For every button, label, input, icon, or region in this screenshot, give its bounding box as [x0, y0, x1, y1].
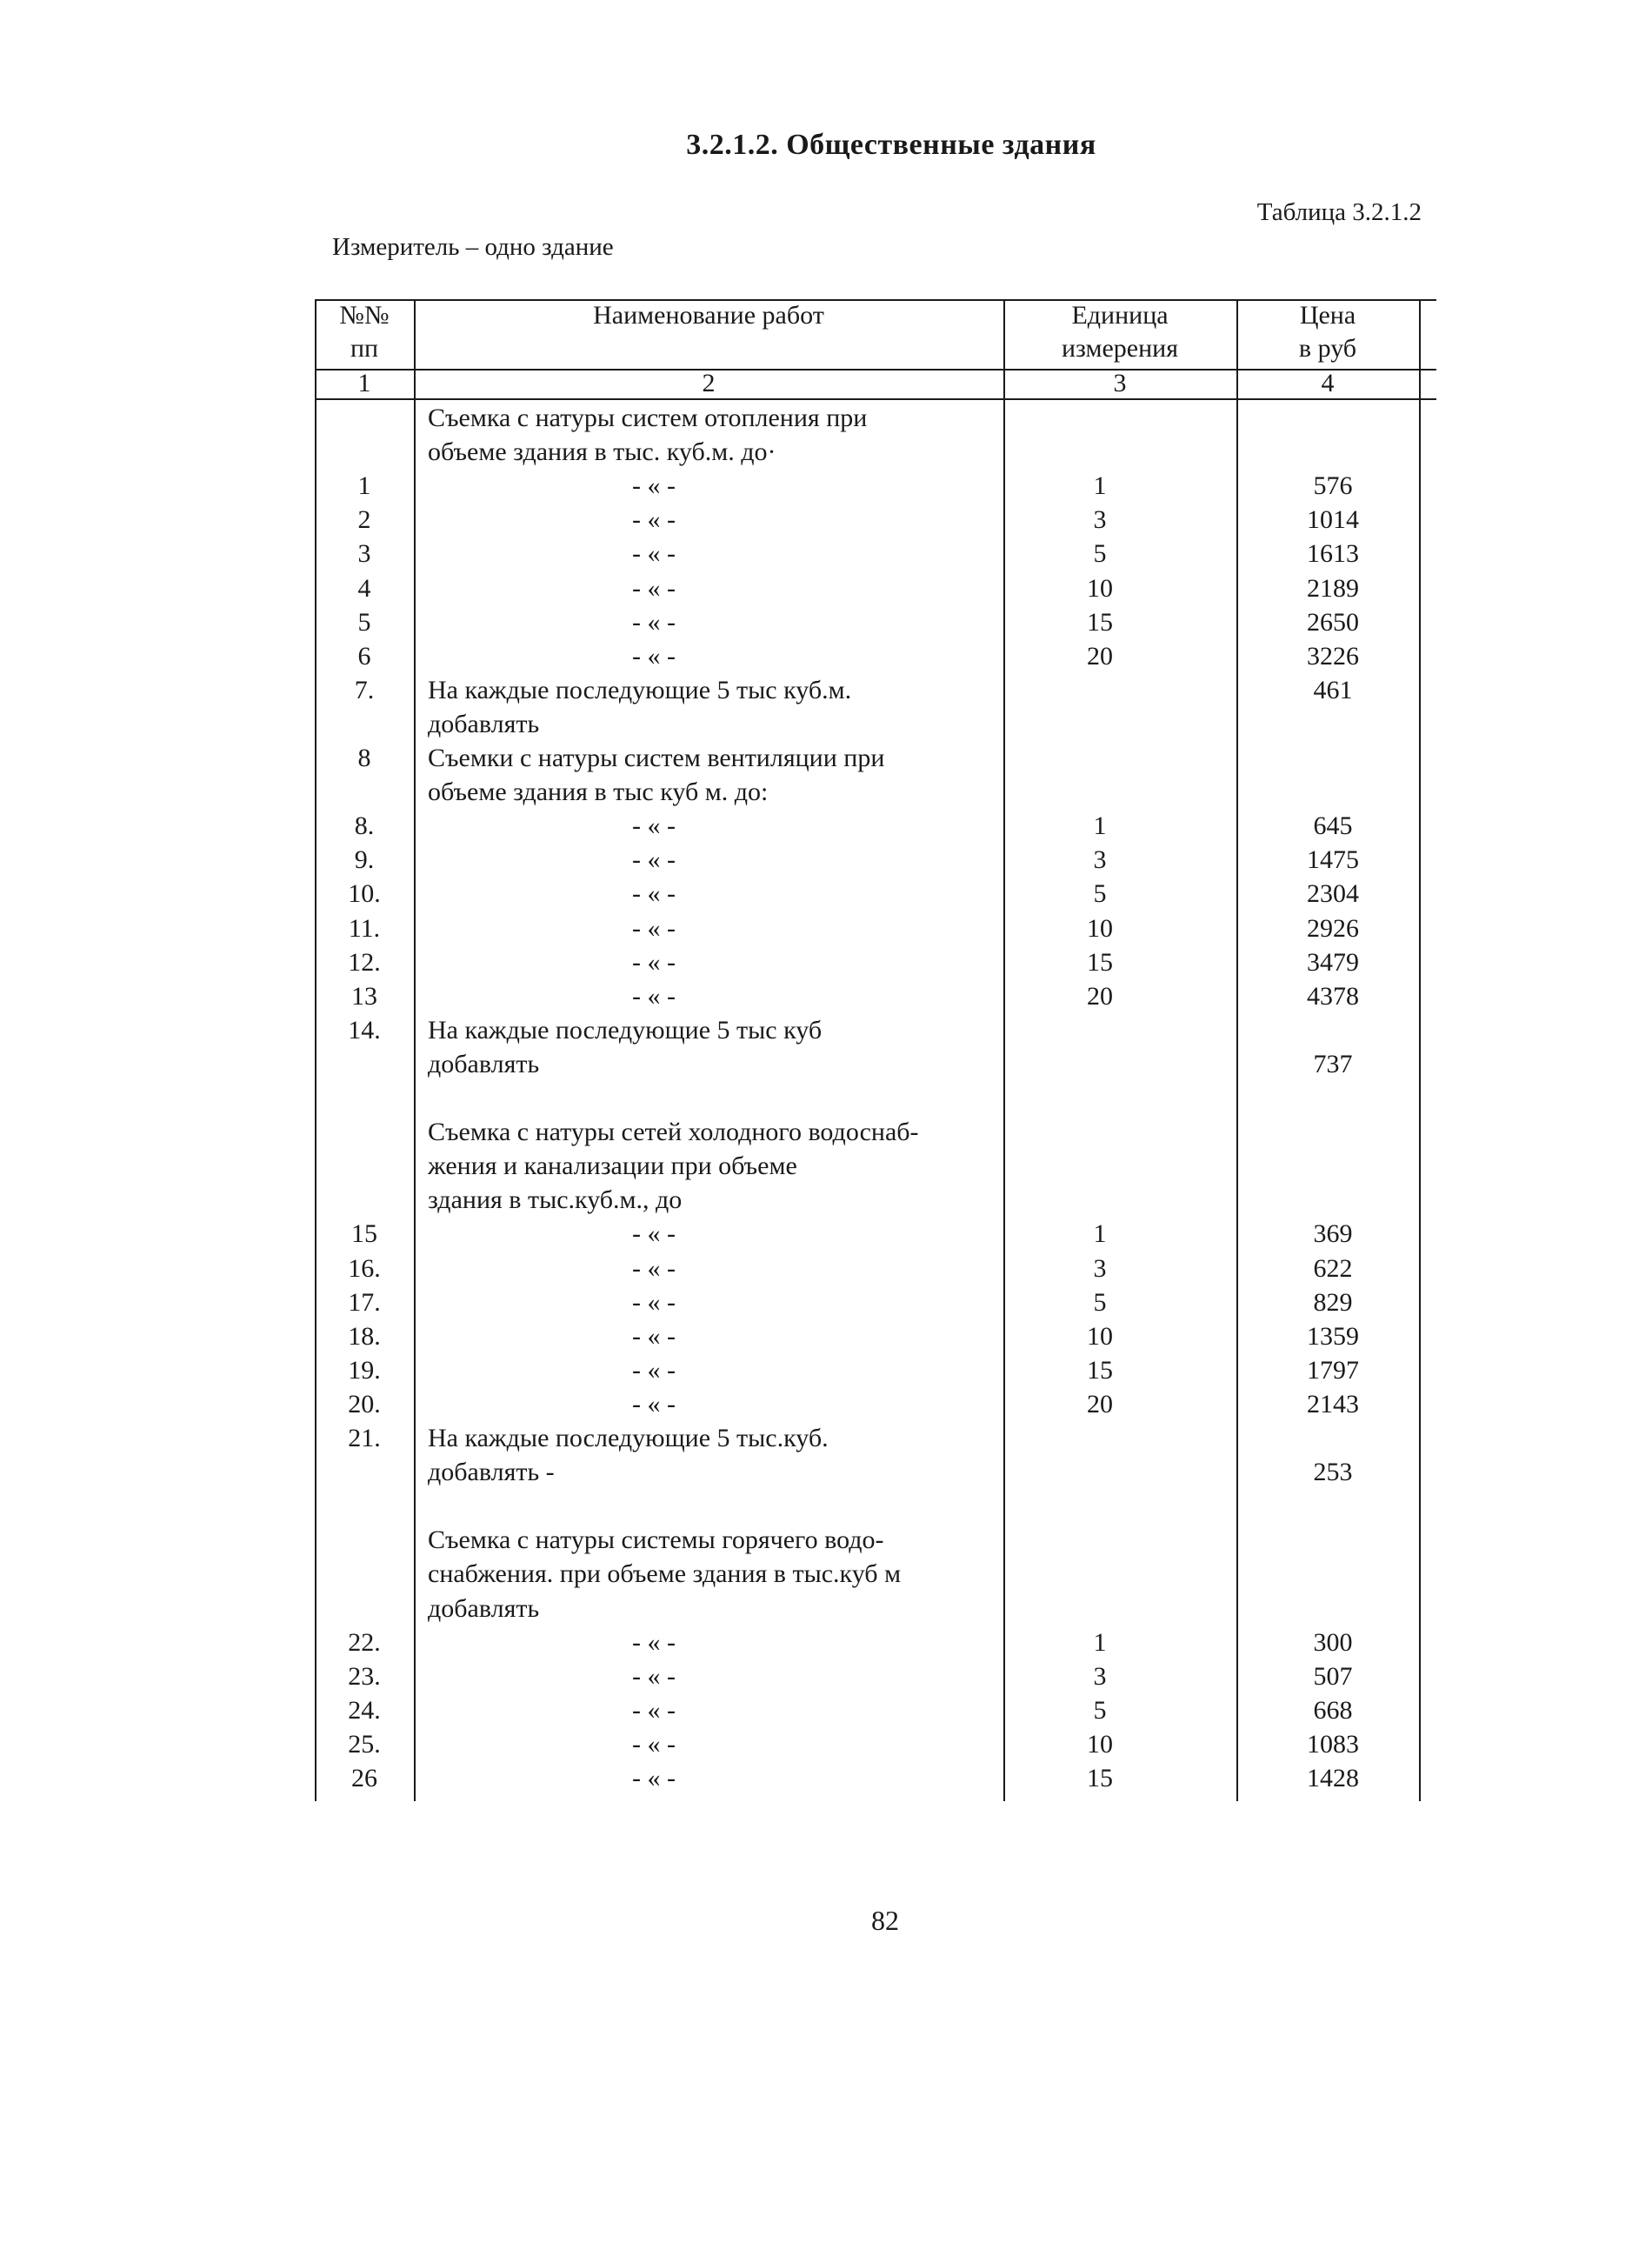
row-unit: 3	[1093, 1254, 1107, 1283]
row-work-name: - « -	[632, 1254, 676, 1283]
header-unit	[1003, 299, 1236, 365]
row-number: 11.	[348, 914, 381, 943]
row-number: 10.	[348, 879, 381, 908]
row-number: 5	[357, 608, 371, 637]
row-price: 300	[1313, 1628, 1353, 1657]
row-unit: 10	[1087, 1730, 1113, 1759]
row-price: 645	[1313, 811, 1353, 840]
col-number-3: 3	[1113, 369, 1127, 397]
meter-label: Измеритель – одно здание	[332, 233, 614, 261]
row-work-name: Съемки с натуры систем вентиляции при	[428, 744, 885, 772]
row-number: 8	[357, 744, 371, 772]
row-work-name: На каждые последующие 5 тыс куб	[428, 1016, 823, 1045]
row-number: 1	[357, 471, 371, 500]
row-price: 2304	[1307, 879, 1359, 908]
row-price: 2650	[1307, 608, 1359, 637]
row-number: 4	[357, 574, 371, 603]
row-price: 507	[1313, 1662, 1353, 1691]
row-unit: 15	[1087, 1764, 1113, 1792]
row-unit: 5	[1093, 1288, 1107, 1317]
row-number: 2	[357, 505, 371, 534]
header-num-line1: №№	[339, 301, 390, 330]
row-work-name: - « -	[632, 948, 676, 977]
row-number: 24.	[348, 1696, 381, 1725]
row-work-name: - « -	[632, 1730, 676, 1759]
row-work-name: - « -	[632, 1628, 676, 1657]
row-number: 23.	[348, 1662, 381, 1691]
row-unit: 5	[1093, 879, 1107, 908]
row-price: 1014	[1307, 505, 1359, 534]
row-unit: 15	[1087, 1356, 1113, 1385]
header-price	[1236, 299, 1419, 365]
header-price-line2: в руб	[1298, 334, 1357, 363]
row-unit: 5	[1093, 539, 1107, 568]
row-work-name: добавлять	[428, 710, 540, 738]
row-price: 3479	[1307, 948, 1359, 977]
header-unit-line1: Единица	[1071, 301, 1169, 330]
row-unit: 20	[1087, 642, 1113, 671]
row-unit: 10	[1087, 914, 1113, 943]
row-work-name: объеме здания в тыс. куб.м. до·	[428, 437, 776, 466]
row-work-name: добавлять -	[428, 1458, 555, 1486]
row-number: 25.	[348, 1730, 381, 1759]
row-price: 1613	[1307, 539, 1359, 568]
row-work-name: - « -	[632, 1356, 676, 1385]
row-price: 3226	[1307, 642, 1359, 671]
col-number-2: 2	[702, 369, 716, 397]
row-unit: 10	[1087, 1322, 1113, 1351]
section-title: 3.2.1.2. Общественные здания	[686, 129, 1096, 161]
row-number: 26	[351, 1764, 377, 1792]
table-label: Таблица 3.2.1.2	[1256, 198, 1422, 226]
row-unit: 1	[1093, 1628, 1107, 1657]
row-number: 3	[357, 539, 371, 568]
row-work-name: - « -	[632, 505, 676, 534]
row-number: 16.	[348, 1254, 381, 1283]
row-price: 2926	[1307, 914, 1359, 943]
row-work-name: - « -	[632, 1288, 676, 1317]
row-work-name: - « -	[632, 1662, 676, 1691]
row-price: 1797	[1307, 1356, 1359, 1385]
row-work-name: - « -	[632, 1322, 676, 1351]
page-number: 82	[871, 1905, 899, 1936]
row-price: 1475	[1307, 845, 1359, 874]
row-work-name: - « -	[632, 879, 676, 908]
header-name	[414, 299, 1003, 332]
row-work-name: - « -	[632, 608, 676, 637]
row-number: 21.	[348, 1424, 381, 1452]
price-table	[315, 299, 1436, 1801]
row-unit: 10	[1087, 574, 1113, 603]
row-number: 18.	[348, 1322, 381, 1351]
row-price: 461	[1313, 676, 1353, 704]
row-work-name: - « -	[632, 1696, 676, 1725]
row-work-name: - « -	[632, 811, 676, 840]
row-unit: 15	[1087, 608, 1113, 637]
row-work-name: Съемка с натуры сетей холодного водоснаб-	[428, 1118, 919, 1146]
row-price: 576	[1313, 471, 1353, 500]
row-number: 9.	[354, 845, 375, 874]
row-price: 668	[1313, 1696, 1353, 1725]
header-num-line2: пп	[350, 334, 379, 363]
row-number: 7.	[354, 676, 375, 704]
row-work-name: Съемка с натуры системы горячего водо-	[428, 1525, 884, 1554]
row-work-name: Съемка с натуры систем отопления при	[428, 404, 868, 432]
row-work-name: добавлять	[428, 1050, 540, 1078]
row-unit: 3	[1093, 505, 1107, 534]
row-work-name: здания в тыс.куб.м., до	[428, 1185, 683, 1214]
row-number: 8.	[354, 811, 375, 840]
row-price: 622	[1313, 1254, 1353, 1283]
header-name-line1: Наименование работ	[593, 301, 824, 330]
col-number-4: 4	[1321, 369, 1335, 397]
row-price: 4378	[1307, 982, 1359, 1011]
row-work-name: На каждые последующие 5 тыс куб.м.	[428, 676, 852, 704]
row-price: 369	[1313, 1219, 1353, 1248]
header-unit-line2: измерения	[1061, 334, 1178, 363]
row-work-name: - « -	[632, 1390, 676, 1419]
row-work-name: - « -	[632, 471, 676, 500]
header-price-line1: Цена	[1299, 301, 1356, 330]
row-unit: 5	[1093, 1696, 1107, 1725]
row-work-name: объеме здания в тыс куб м. до:	[428, 778, 769, 806]
row-price: 1359	[1307, 1322, 1359, 1351]
row-unit: 20	[1087, 1390, 1113, 1419]
row-work-name: снабжения. при объеме здания в тыс.куб м	[428, 1559, 902, 1588]
column-divider-3	[1236, 299, 1238, 1801]
row-number: 20.	[348, 1390, 381, 1419]
row-work-name: - « -	[632, 642, 676, 671]
row-unit: 1	[1093, 471, 1107, 500]
row-unit: 15	[1087, 948, 1113, 977]
row-work-name: - « -	[632, 539, 676, 568]
row-work-name: добавлять	[428, 1594, 540, 1623]
row-number: 17.	[348, 1288, 381, 1317]
row-price: 737	[1313, 1050, 1353, 1078]
row-number: 19.	[348, 1356, 381, 1385]
column-divider-2	[1003, 299, 1005, 1801]
row-price: 253	[1313, 1458, 1353, 1486]
row-price: 2143	[1307, 1390, 1359, 1419]
row-work-name: - « -	[632, 1764, 676, 1792]
row-unit: 3	[1093, 1662, 1107, 1691]
column-divider-1	[414, 299, 416, 1801]
row-number: 6	[357, 642, 371, 671]
row-number: 13	[351, 982, 377, 1011]
row-work-name: - « -	[632, 914, 676, 943]
row-work-name: - « -	[632, 574, 676, 603]
row-unit: 3	[1093, 845, 1107, 874]
table-border-right	[1419, 299, 1421, 1801]
row-work-name: - « -	[632, 982, 676, 1011]
row-number: 14.	[348, 1016, 381, 1045]
row-work-name: - « -	[632, 845, 676, 874]
col-number-1: 1	[357, 369, 371, 397]
header-num	[315, 299, 414, 365]
row-work-name: На каждые последующие 5 тыс.куб.	[428, 1424, 829, 1452]
row-work-name: - « -	[632, 1219, 676, 1248]
row-price: 1428	[1307, 1764, 1359, 1792]
row-price: 2189	[1307, 574, 1359, 603]
row-unit: 1	[1093, 1219, 1107, 1248]
row-unit: 1	[1093, 811, 1107, 840]
row-work-name: жения и канализации при объеме	[428, 1152, 797, 1180]
row-number: 22.	[348, 1628, 381, 1657]
row-unit: 20	[1087, 982, 1113, 1011]
row-number: 15	[351, 1219, 377, 1248]
row-price: 829	[1313, 1288, 1353, 1317]
row-number: 12.	[348, 948, 381, 977]
row-price: 1083	[1307, 1730, 1359, 1759]
